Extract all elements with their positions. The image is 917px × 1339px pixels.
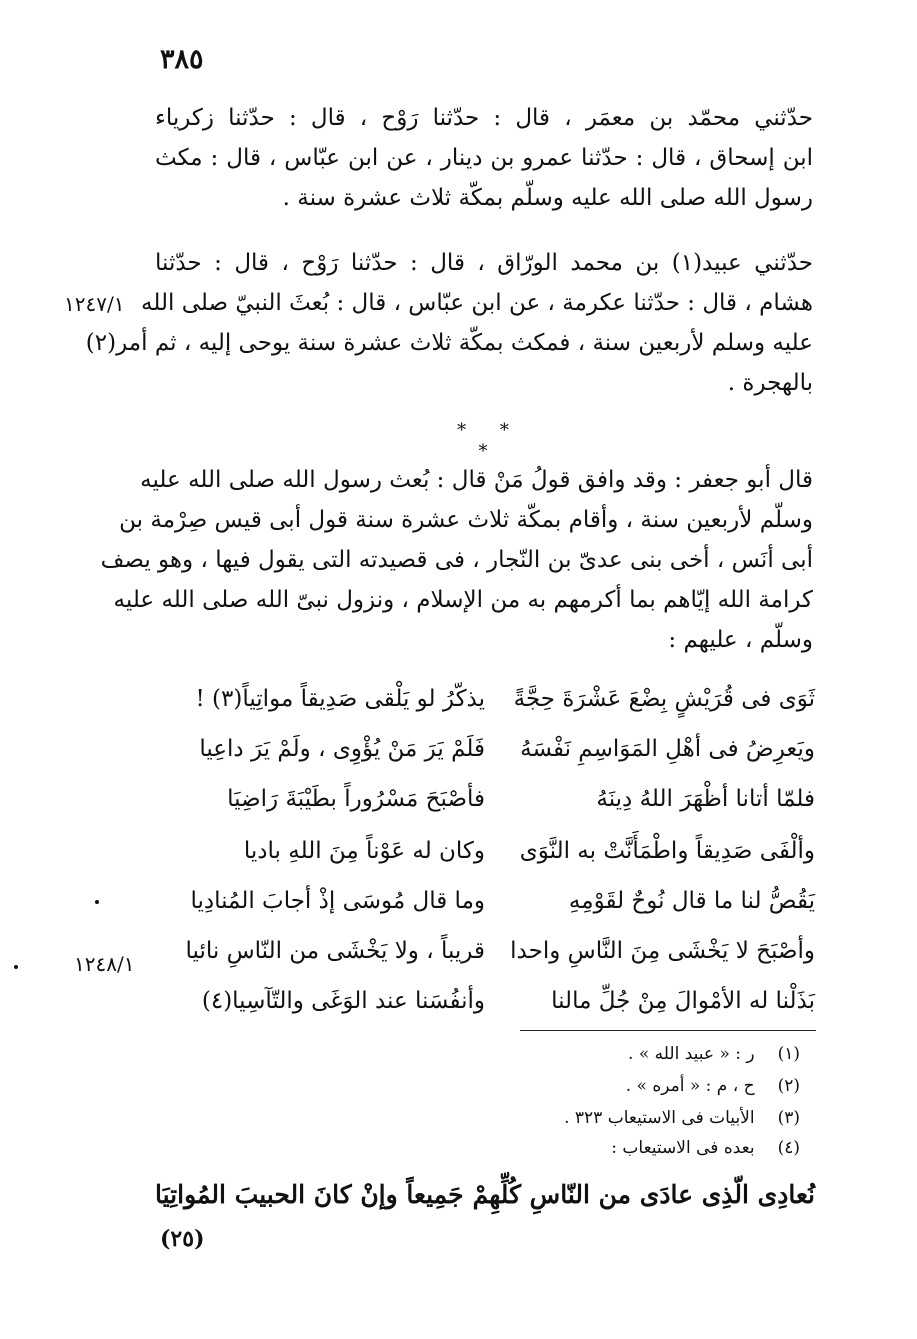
verse-first-hemistich: ويَعرِضُ فى أهْلِ المَوَاسِمِ نَفْسَهُ	[520, 736, 815, 762]
poem-verse	[155, 938, 815, 988]
verse-second-hemistich: وكان له عَوْناً مِنَ اللهِ باديا	[243, 838, 485, 864]
paragraph-1-line: ابن إسحاق ، قال : حدّثنا عمرو بن دينار ، عن ابن عبّاس ، قال : مكث	[155, 145, 813, 171]
paragraph-1	[155, 98, 813, 218]
paragraph-1-line: حدّثني محمّد بن معمَر ، قال : حدّثنا رَوْح ، قال : حدّثنا زكرياء	[155, 105, 813, 131]
footnote-text: ح ، م : « أمره » .	[625, 1076, 755, 1096]
verse-first-hemistich: نُعادِى الّذِى عادَى من النّاسِ كُلِّهِمْ	[472, 1180, 815, 1209]
verse-second-hemistich: يذكّرُ لو يَلْقى صَدِيقاً مواتِياً(٣) !	[195, 686, 485, 712]
footnote-text: الأبيات فى الاستيعاب ٣٢٣ .	[564, 1108, 755, 1128]
footnote	[500, 1138, 800, 1158]
verse-first-hemistich: ثَوَى فى قُرَيْشٍ بِضْعَ عَشْرَةَ حِجَّةً	[513, 686, 815, 712]
paragraph-1-line: رسول الله صلى الله عليه وسلّم بمكّة ثلاث عشرة سنة .	[282, 185, 813, 211]
verse-second-hemistich: جَمِيعاً وإنْ كانَ الحبيبَ المُواتِيَا	[155, 1180, 464, 1209]
paragraph-3-line: وسلّم ، عليهم :	[668, 627, 813, 653]
poem-verse	[155, 888, 815, 938]
verse-second-hemistich: وما قال مُوسَى إذْ أجابَ المُنادِيا	[190, 888, 485, 914]
verse-second-hemistich: وأنفُسَنا عند الوَغَى والتّآسِيا(٤)	[201, 988, 485, 1014]
page-number: ٣٨٥	[160, 44, 204, 75]
footnote-text: ر : « عبيد الله » .	[628, 1044, 755, 1064]
footnote-separator	[520, 1030, 816, 1031]
margin-mark	[14, 965, 18, 969]
paragraph-2-line: هشام ، قال : حدّثنا عكرمة ، عن ابن عبّاس ، قال : بُعثَ النبيّ صلى الله	[141, 290, 813, 316]
footnote-number: (٢)	[777, 1076, 800, 1096]
verse-first-hemistich: يَقُصُّ لنا ما قال نُوحٌ لقَوْمِهِ	[568, 888, 815, 914]
signature-number: (٢٥)	[160, 1226, 205, 1252]
verse-second-hemistich: قريباً ، ولا يَخْشَى من النّاسِ نائيا	[185, 938, 485, 964]
verse-first-hemistich: بَذَلْنا له الأمْوالَ مِنْ جُلِّ مالنا	[551, 988, 815, 1014]
verse-first-hemistich: وألْفَى صَدِيقاً واطْمَأَنَّتْ به النَّوَى	[519, 838, 815, 864]
paragraph-3-line: كرامة الله إيّاهم بما أكرمهم به من الإسلام ، ونزول نبىّ الله صلى الله عليه	[113, 587, 813, 613]
footnote-number: (٤)	[777, 1138, 800, 1158]
verse-first-hemistich: فلمّا أتانا أظْهَرَ اللهُ دِينَهُ	[596, 786, 815, 812]
poem-verse	[155, 736, 815, 786]
margin-mark	[95, 900, 99, 904]
verse-second-hemistich: فَلَمْ يَرَ مَنْ يُؤْوِى ، ولَمْ يَرَ داعِيا	[199, 736, 485, 762]
poem-verse	[155, 838, 815, 888]
footnote	[500, 1108, 800, 1128]
paragraph-3-line: أبى أنَس ، أخى بنى عدىّ بن النّجار ، فى قصيدته التى يقول فيها ، وهو يصف	[100, 547, 813, 573]
paragraph-3-line: قال أبو جعفر : وقد وافق قولُ مَنْ قال : بُعث رسول الله صلى الله عليه	[140, 467, 813, 493]
poem-verse	[155, 786, 815, 836]
footnote	[500, 1076, 800, 1096]
poem-verse	[155, 686, 815, 736]
verse-second-hemistich: فأصْبَحَ مَسْرُوراً بطَيْبَةَ رَاضِيَا	[227, 786, 485, 812]
paragraph-2-line: عليه وسلم لأربعين سنة ، فمكث بمكّة ثلاث عشرة سنة يوحى إليه ، ثم أمر(٢)	[85, 330, 813, 356]
paragraph-2-line: حدّثني عبيد(١) بن محمد الورّاق ، قال : حدّثنا رَوْح ، قال : حدّثنا	[155, 250, 813, 276]
paragraph-3	[100, 460, 813, 660]
footnote	[500, 1044, 800, 1064]
margin-reference: ١٢٤٧/١	[64, 292, 125, 316]
margin-reference: ١٢٤٨/١	[74, 952, 135, 976]
footnote-text: بعده فى الاستيعاب :	[611, 1138, 755, 1158]
section-divider: * * *	[457, 420, 523, 462]
footnote-verse	[155, 1180, 815, 1220]
verse-first-hemistich: وأصْبَحَ لا يَخْشَى مِنَ النَّاسِ واحدا	[510, 938, 815, 964]
footnote-number: (١)	[777, 1044, 800, 1064]
paragraph-3-line: وسلّم لأربعين سنة ، وأقام بمكّة ثلاث عشرة سنة قول أبى قيس صِرْمة بن	[119, 507, 813, 533]
footnote-number: (٣)	[777, 1108, 800, 1128]
paragraph-2-line: بالهجرة .	[727, 370, 813, 396]
